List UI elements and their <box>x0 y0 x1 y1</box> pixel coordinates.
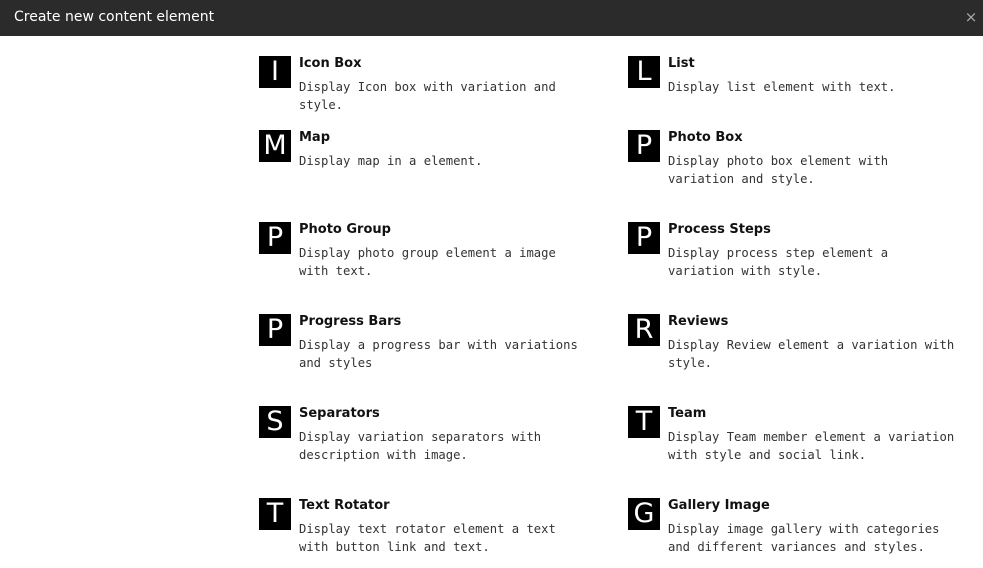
element-name: Text Rotator <box>299 498 390 513</box>
element-name: Separators <box>299 406 380 421</box>
element-name: Process Steps <box>668 222 771 237</box>
element-description: Display list element with text. <box>668 80 896 94</box>
element-name: Gallery Image <box>668 498 770 513</box>
element-description: Display Icon box with variation and style. <box>299 80 556 112</box>
element-letter-icon: P <box>628 130 660 162</box>
close-icon[interactable]: × <box>964 8 978 26</box>
element-letter-icon: I <box>259 56 291 88</box>
element-name: Icon Box <box>299 56 362 71</box>
dialog-title: Create new content element <box>14 9 215 25</box>
element-description: Display a progress bar with variations and styles <box>299 338 578 370</box>
element-letter-icon: T <box>259 498 291 530</box>
element-letter-icon: T <box>628 406 660 438</box>
element-letter-icon: L <box>628 56 660 88</box>
element-description: Display photo box element with variation and style. <box>668 154 889 186</box>
element-name: List <box>668 56 695 71</box>
element-letter-icon: R <box>628 314 660 346</box>
element-description: Display photo group element a image with text. <box>299 246 556 278</box>
element-description: Display Team member element a variation with style and social link. <box>668 430 955 462</box>
element-letter-icon: S <box>259 406 291 438</box>
element-description: Display variation separators with description with image. <box>299 430 542 462</box>
element-name: Progress Bars <box>299 314 402 329</box>
element-letter-icon: P <box>259 222 291 254</box>
element-description: Display text rotator element a text with button link and text. <box>299 522 556 554</box>
element-description: Display process step element a variation with style. <box>668 246 889 278</box>
element-description: Display map in a element. <box>299 154 483 168</box>
element-name: Photo Group <box>299 222 391 237</box>
element-letter-icon: P <box>628 222 660 254</box>
element-letter-icon: M <box>259 130 291 162</box>
element-description: Display Review element a variation with style. <box>668 338 955 370</box>
element-name: Team <box>668 406 707 421</box>
element-name: Photo Box <box>668 130 743 145</box>
element-description: Display image gallery with categories and different variances and styles. <box>668 522 940 554</box>
element-letter-icon: G <box>628 498 660 530</box>
element-name: Reviews <box>668 314 729 329</box>
element-name: Map <box>299 130 331 145</box>
element-letter-icon: P <box>259 314 291 346</box>
